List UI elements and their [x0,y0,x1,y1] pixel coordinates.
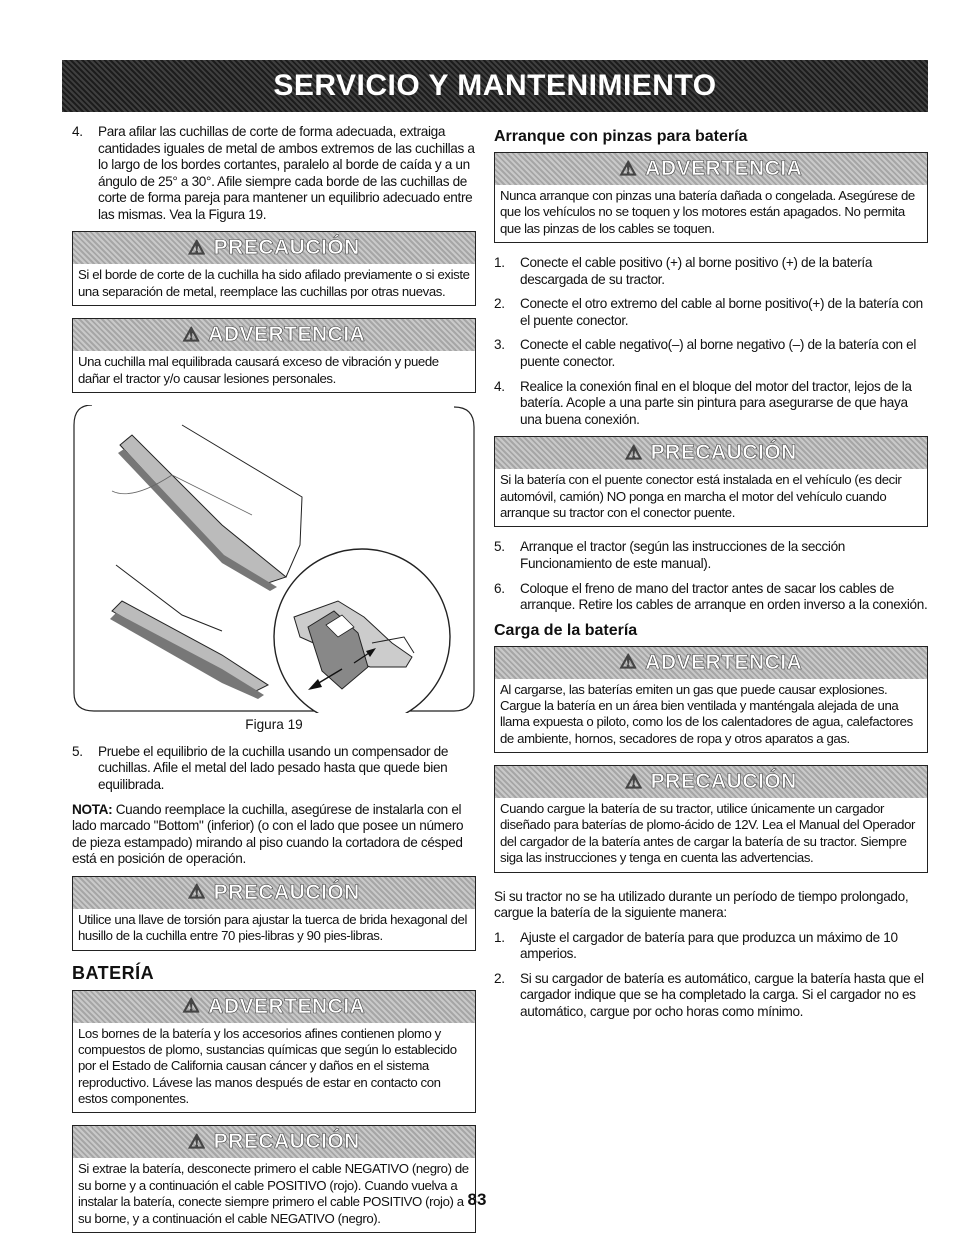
list-item [494,296,928,329]
jump-start-title: Arranque con pinzas para batería [494,128,748,145]
step-number: 1. [494,255,505,271]
list-item [494,337,928,370]
caution-header [495,437,927,469]
caution-body: Si extrae la batería, desconecte primero el cable NEGATIVO (negro) de su borne y a continuación el cable POSITIVO (rojo). Cuando vuelva a instalar la batería, conecte siempre primero el cable POSITIVO (rojo) a su borne, y a continuación el cable NEGATIVO (negro). [78,1161,469,1226]
caution-body: Si la batería con el puente conector está instalada en el vehículo (es decir automóvil, camión) NO ponga en marcha el motor del vehículo cuando arranque su tractor con el conector puente. [500,472,902,520]
jump-steps-list [494,255,928,428]
warning-body: Una cuchilla mal equilibrada causará exceso de vibración y puede dañar el tractor y/o causar lesiones personales. [78,354,439,386]
warning-title: ADVERTENCIA [208,994,366,1018]
caution-title: PRECAUCIÓN [213,880,360,904]
battery-section-title: BATERÍA [72,962,155,983]
caution-header [73,1126,475,1158]
warning-header [495,153,927,185]
step-number: 5. [72,743,83,759]
charge-steps-list [494,930,928,1021]
charge-intro: Si su tractor no se ha utilizado durante un período de tiempo prolongado, cargue la batería de la siguiente manera: [494,888,909,921]
list-item [494,379,928,429]
list-item [494,581,928,614]
step-text: Ajuste el cargador de batería para que produzca un máximo de 10 amperios. [520,929,898,962]
caution-header [495,766,927,798]
warning-title: ADVERTENCIA [645,650,803,674]
warning-body: Nunca arranque con pinzas una batería dañada o congelada. Asegúrese de que los vehículos no se toquen y los motores están apagados. No permita que las pinzas de los cables se toquen. [500,188,915,236]
warning-triangle-icon: ⚠ [619,158,638,180]
warning-box-jump-start [494,152,928,243]
caution-header [73,232,475,264]
warning-header [73,319,475,351]
caution-body: Cuando cargue la batería de su tractor, utilice únicamente un cargador diseñado para baterías de plomo-ácido de 12V. Lea el Manual del Operador del cargador de la batería antes de cargar la batería de su tractor. Siempre siga las instrucciones y tenga en cuenta las advertencias. [500,801,915,866]
step-text: Realice la conexión final en el bloque del motor del tractor, lejos de la batería. Acople a una parte sin pintura para asegurarse de que haya una buena conexión. [520,378,912,427]
left-column [72,124,476,1235]
step-text: Arranque el tractor (según las instrucciones de la sección Funcionamiento de este manual). [520,539,846,571]
caution-box-charger [494,765,928,872]
warning-triangle-icon: ⚠ [625,442,643,464]
step-number: 5. [494,539,505,555]
step-4 [72,124,476,223]
section-banner [62,60,928,112]
figure-19-blade-illustration [72,405,476,713]
warning-body: Al cargarse, las baterías emiten un gas que puede causar explosiones. Cargue la batería en un área bien ventilada y manténgala alejada de una llama expuesta o piloto, como los de los calentadores de agua, calefactores de ambiente, hornos, secadores de ropa y otros aparatos a gas. [500,681,913,746]
caution-box-torque [72,876,476,951]
list-item [494,255,928,288]
caution-title: PRECAUCIÓN [650,441,797,465]
warning-triangle-icon: ⚠ [619,652,638,674]
step-number: 3. [494,337,505,353]
note-label: NOTA: [72,801,113,817]
list-item [494,539,928,572]
warning-header [73,991,475,1023]
warning-triangle-icon: ⚠ [182,324,201,346]
note-text: Cuando reemplace la cuchilla, asegúrese de instalarla con el lado marcado "Bottom" (inferior) (o con el lado que posee un número de pieza estampado) mirando al piso cuando la cortadora de césped está en posición de operación. [72,801,464,867]
warning-title: ADVERTENCIA [208,323,366,347]
warning-triangle-icon: ⚠ [625,771,643,793]
step-text: Conecte el cable negativo(–) al borne negativo (–) de la batería con el puente conector. [520,337,917,369]
list-item [494,971,928,1021]
right-column [494,124,928,1029]
caution-body: Si el borde de corte de la cuchilla ha sido afilado previamente o si existe una separación de metal, reemplace las cuchillas por otras nuevas. [78,267,470,299]
warning-triangle-icon: ⚠ [188,237,206,259]
warning-box-charging-gas [494,646,928,753]
warning-title: ADVERTENCIA [645,157,803,180]
caution-box-battery-removal [72,1125,476,1232]
caution-title: PRECAUCIÓN [650,770,797,794]
caution-title: PRECAUCIÓN [213,1130,360,1154]
banner-title: SERVICIO Y MANTENIMIENTO [273,69,717,102]
jump-steps-list-2 [494,539,928,613]
warning-box-lead [72,990,476,1114]
charge-title: Carga de la batería [494,621,638,639]
figure-caption: Figura 19 [245,716,303,732]
caution-header [73,877,475,909]
caution-body: Utilice una llave de torsión para ajustar la tuerca de brida hexagonal del husillo de la cuchilla entre 70 pies-libras y 90 pies-libras. [78,911,467,944]
list-item [494,930,928,963]
warning-header [495,647,927,679]
step-text: Conecte el cable positivo (+) al borne positivo (+) de la batería descargada de su tractor. [520,255,873,287]
warning-box-unbalanced-blade [72,318,476,393]
warning-triangle-icon: ⚠ [188,882,206,904]
step-number: 4. [494,378,505,394]
blade-sharpening-drawing [72,405,476,713]
step-text: Para afilar las cuchillas de corte de forma adecuada, extraiga cantidades iguales de metal de ambos extremos de las cuchillas a lo largo de los bordes cortantes, paralelo al borde de caída y a un ángulo de 25° a 30°. Afile siempre cada borde de las cuchillas de corte de forma pareja para mantener un equilibrio adecuado entre las mismas. Vea la Figura 19. [98,124,475,222]
page-number: 83 [467,1190,487,1209]
step-text: Pruebe el equilibrio de la cuchilla usando un compensador de cuchillas. Afile el metal del lado pesado hasta que quede bien equilibrada. [98,743,449,793]
step-number: 2. [494,296,505,312]
note-paragraph [72,802,476,868]
step-number: 4. [72,124,83,139]
step-text: Conecte el otro extremo del cable al borne positivo(+) de la batería con el puente conector. [520,296,923,328]
caution-box-blade-sharpened [72,231,476,306]
caution-title: PRECAUCIÓN [213,236,360,260]
step-number: 2. [494,970,505,986]
warning-triangle-icon: ⚠ [182,996,201,1018]
step-text: Coloque el freno de mano del tractor antes de sacar los cables de arranque. Retire los cables de arranque en orden inverso a la conexión. [520,580,928,613]
step-text: Si su cargador de batería es automático, cargue la batería hasta que el cargador indique que se ha completado la carga. Si el cargador no es automático, cargue por ocho horas como mínimo. [520,970,924,1020]
warning-triangle-icon: ⚠ [188,1131,206,1153]
warning-body: Los bornes de la batería y los accesorios afines contienen plomo y compuestos de plomo, sustancias químicas que según lo establecido por el Estado de California causan cáncer y daños en el sistema reproductivo. Lávese las manos después de estar en contacto con estos componentes. [78,1025,457,1107]
step-5 [72,744,476,794]
caution-box-vehicle [494,436,928,527]
step-number: 1. [494,929,505,945]
step-number: 6. [494,580,505,596]
